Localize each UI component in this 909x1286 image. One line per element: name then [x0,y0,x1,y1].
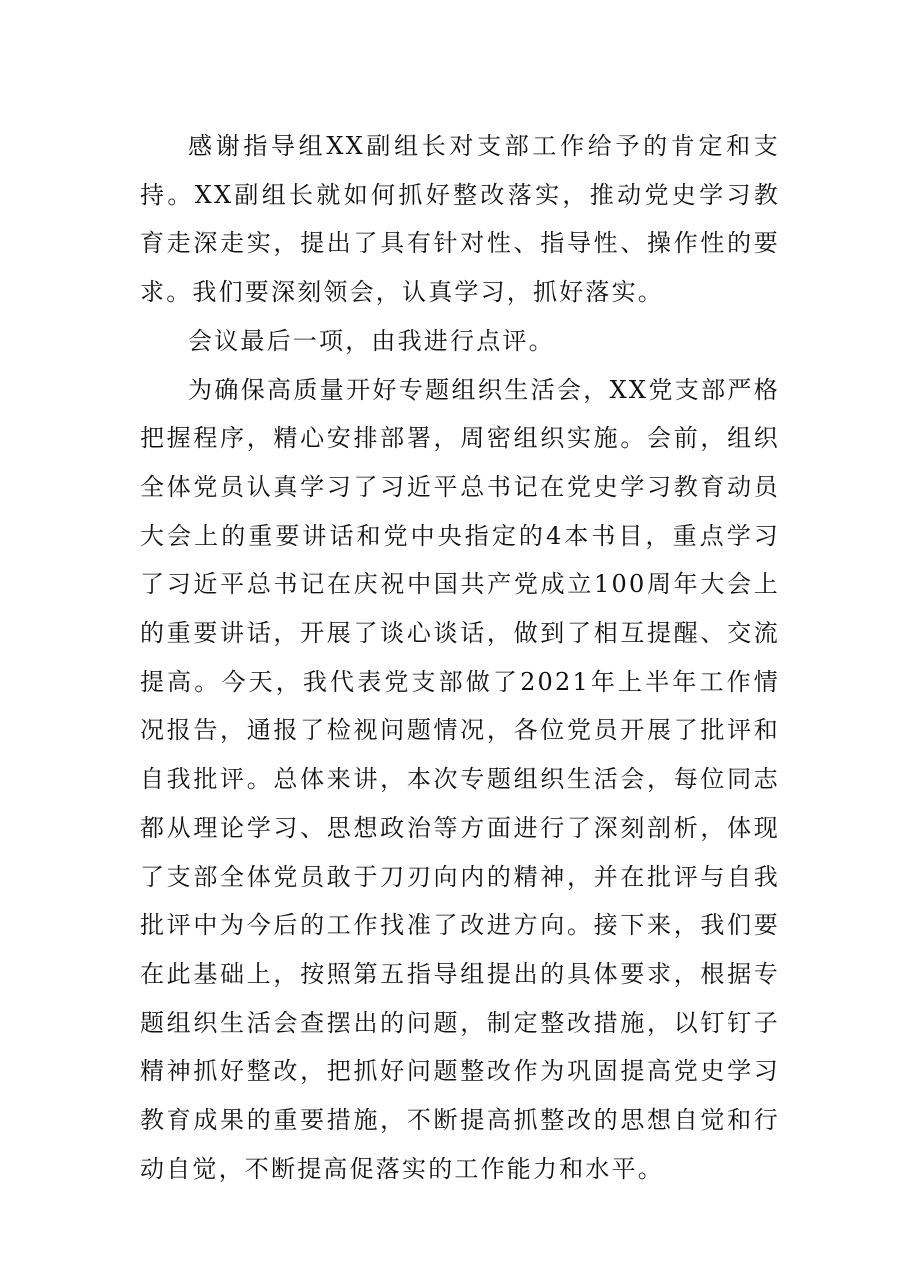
paragraph-review: 为确保高质量开好专题组织生活会，XX党支部严格把握程序，精心安排部署，周密组织实施。会前，组织全体党员认真学习了习近平总书记在党史学习教育动员大会上的重要讲话和党中央指定的4本书目，重点学习了习近平总书记在庆祝中国共产党成立100周年大会上的重要讲话，开展了谈心谈话，做到了相互提醒、交流提高。今天，我代表党支部做了2021年上半年工作情况报告，通报了检视问题情况，各位党员开展了批评和自我批评。总体来讲，本次专题组织生活会，每位同志都从理论学习、思想政治等方面进行了深刻剖析，体现了支部全体党员敢于刀刃向内的精神，并在批评与自我批评中为今后的工作找准了改进方向。接下来，我们要在此基础上，按照第五指导组提出的具体要求，根据专题组织生活会查摆出的问题，制定整改措施，以钉钉子精神抓好整改，把抓好问题整改作为巩固提高党史学习教育成果的重要措施，不断提高抓整改的思想自觉和行动自觉，不断提高促落实的工作能力和水平。 [140,375,780,1183]
document-body [140,122,780,1193]
paragraph-agenda: 会议最后一项，由我进行点评。 [188,326,555,355]
paragraph-thanks: 感谢指导组XX副组长对支部工作给予的肯定和支持。XX副组长就如何抓好整改落实，推动党史学习教育走深走实，提出了具有针对性、指导性、操作性的要求。我们要深刻领会，认真学习，抓好落实。 [140,132,780,307]
